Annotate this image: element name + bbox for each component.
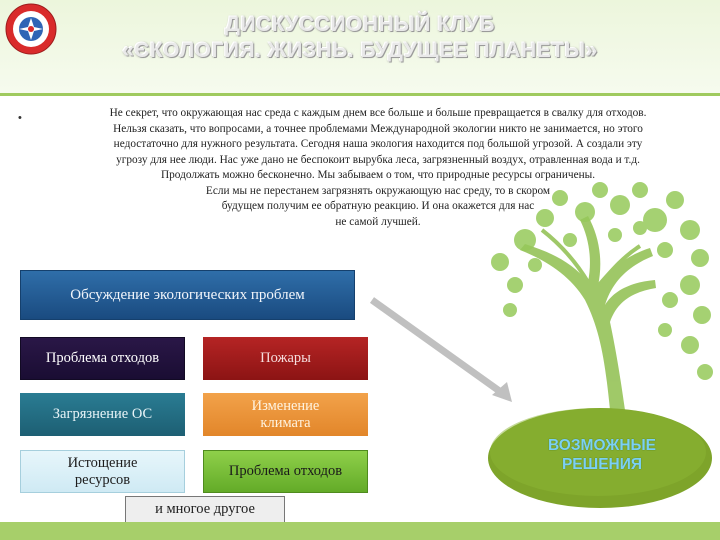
intro-line: угрозу для нее люди. Нас уже дано не беспокоит вырубка леса, загрязненный воздух, отравленная вода и т.д. — [116, 153, 640, 166]
topic-resource-depletion: Истощение ресурсов — [20, 450, 185, 493]
bullet-marker: • — [18, 112, 22, 124]
topic-waste-problem: Проблема отходов — [20, 337, 185, 380]
topic-fires: Пожары — [203, 337, 368, 380]
intro-line: Не секрет, что окружающая нас среда с каждым днем все больше и больше превращается в свалку для отходов. — [109, 107, 647, 119]
topic-waste-problem-2: Проблема отходов — [203, 450, 368, 493]
intro-line: Если мы не перестанем загрязнять окружающую нас среду, то в скором — [205, 184, 551, 197]
intro-line: не самой лучшей. — [335, 215, 421, 228]
intro-line: недостаточно для нужного результата. Сегодня наша экология находится под большой угрозой. А создали эту — [113, 138, 643, 150]
intro-line: будущем получим ее обратную реакцию. И она окажется для нас — [221, 200, 535, 212]
title-line-2: «ЄКОЛОГИЯ. ЖИЗНЬ. БУДУЩЕЕ ПЛАНЕТЫ» — [122, 39, 598, 62]
possible-solutions-label: ВОЗМОЖНЫЕ РЕШЕНИЯ — [547, 437, 657, 473]
topic-pollution: Загрязнение ОС — [20, 393, 185, 436]
intro-line: Нельзя сказать, что вопросами, а точнее проблемами Международной экологии никто не занимается, но этого — [113, 122, 643, 135]
intro-line: Продолжать можно бесконечно. Мы забываем о том, что природные ресурсы ограничены. — [160, 169, 596, 181]
title-line-1: ДИСКУССИОННЫЙ КЛУБ — [225, 13, 495, 36]
topic-and-more: и многое другое — [125, 496, 285, 523]
main-topic-box: Обсуждение экологических проблем — [20, 270, 355, 320]
topic-climate-change: Изменение климата — [203, 393, 368, 436]
footer-band — [0, 522, 720, 540]
